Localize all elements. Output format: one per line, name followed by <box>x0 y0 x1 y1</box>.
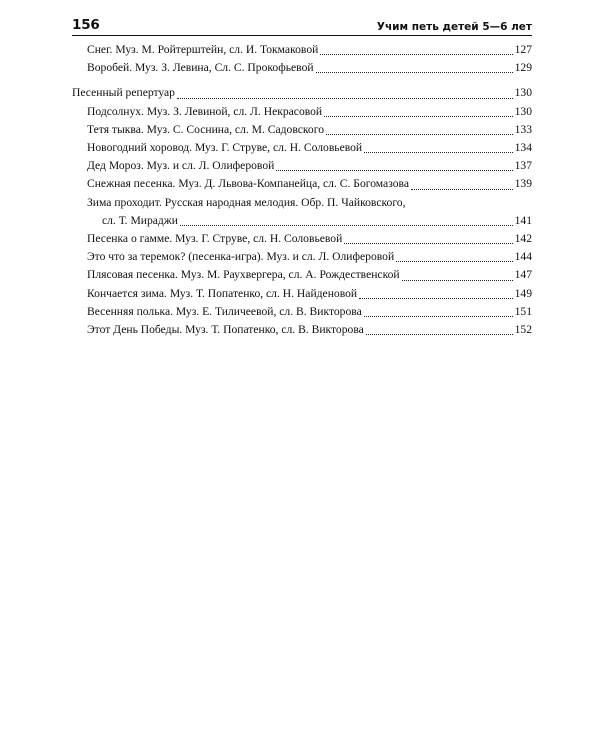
toc-page-number: 142 <box>514 232 532 246</box>
toc-page-number: 144 <box>514 250 532 264</box>
toc-entry <box>72 175 532 193</box>
toc-heading <box>72 84 532 102</box>
dot-leader <box>177 98 513 99</box>
toc-entry <box>72 41 532 59</box>
toc-page-number: 139 <box>514 177 532 191</box>
toc-entry <box>72 285 532 303</box>
toc-entry-title: Снежная песенка. Муз. Д. Львова-Компанейца, сл. С. Богомазова <box>87 177 409 191</box>
dot-leader <box>320 54 513 55</box>
toc-heading-title: Песенный репертуар <box>72 86 175 100</box>
dot-leader <box>364 152 513 153</box>
toc-page-number: 130 <box>514 104 532 118</box>
toc-entry <box>72 59 532 77</box>
page-number: 156 <box>72 17 100 33</box>
toc-entry <box>72 121 532 139</box>
toc-entry <box>72 230 532 248</box>
toc-page-number: 141 <box>514 213 532 227</box>
dot-leader <box>364 316 513 317</box>
dot-leader <box>326 134 513 135</box>
toc-entry <box>72 248 532 266</box>
toc-page-number: 133 <box>514 122 532 136</box>
toc-entry-title: Плясовая песенка. Муз. М. Раухвергера, сл. А. Рождественской <box>87 268 400 282</box>
toc-entry-title: Песенка о гамме. Муз. Г. Струве, сл. Н. Соловьевой <box>87 232 343 246</box>
toc-entry <box>72 303 532 321</box>
header-rule <box>72 35 532 36</box>
toc-entry-title: Весенняя полька. Муз. Е. Тиличеевой, сл. В. Викторова <box>87 304 362 318</box>
toc-entry-title: Зима проходит. Русская народная мелодия. Обр. П. Чайковского, <box>87 195 406 209</box>
toc-entry-continuation-title: сл. Т. Мираджи <box>102 213 179 227</box>
dot-leader <box>344 243 513 244</box>
toc-entry <box>72 194 532 212</box>
dot-leader <box>180 225 513 226</box>
toc-entry-title: Снег. Муз. М. Ройтерштейн, сл. И. Токмаковой <box>87 43 319 56</box>
toc-entry <box>72 321 532 339</box>
toc-page-number: 149 <box>514 286 532 300</box>
page-header <box>72 13 532 33</box>
dot-leader <box>402 280 513 281</box>
toc-entry-title: Кончается зима. Муз. Т. Попатенко, сл. Н. Найденовой <box>87 286 358 300</box>
toc-section <box>72 84 532 339</box>
toc-page-number: 134 <box>514 141 532 155</box>
toc-entry-continuation <box>72 212 532 230</box>
dot-leader <box>366 334 513 335</box>
toc-entry <box>72 157 532 175</box>
toc-entry-title: Подсолнух. Муз. З. Левиной, сл. Л. Некрасовой <box>87 104 323 118</box>
toc-page-number: 130 <box>514 86 532 100</box>
dot-leader <box>359 298 513 299</box>
toc-page-number: 137 <box>514 159 532 173</box>
toc-page-number: 147 <box>514 268 532 282</box>
toc-entry <box>72 266 532 284</box>
toc-entry-title: Новогодний хоровод. Муз. Г. Струве, сл. Н. Соловьевой <box>87 141 363 155</box>
toc-page-number: 152 <box>514 323 532 337</box>
toc-entry-title: Этот День Победы. Муз. Т. Попатенко, сл. В. Викторова <box>87 323 364 337</box>
dot-leader <box>396 261 513 262</box>
toc-section <box>72 41 532 77</box>
dot-leader <box>276 170 513 171</box>
toc-entry <box>72 103 532 121</box>
running-title: Учим петь детей 5—6 лет <box>376 21 532 33</box>
toc-entry <box>72 139 532 157</box>
toc-entry-title: Дед Мороз. Муз. и сл. Л. Олиферовой <box>87 159 275 173</box>
toc-page-number: 151 <box>514 304 532 318</box>
toc-entry-title: Воробей. Муз. З. Левина, Сл. С. Прокофьевой <box>87 61 314 75</box>
toc-entry-title: Это что за теремок? (песенка-игра). Муз. и сл. Л. Олиферовой <box>87 250 395 264</box>
toc-page-number: 129 <box>514 61 532 75</box>
table-of-contents <box>72 41 532 339</box>
toc-page-number: 127 <box>514 43 532 56</box>
toc-entry-title: Тетя тыква. Муз. С. Соснина, сл. М. Садовского <box>87 122 324 136</box>
dot-leader <box>324 116 513 117</box>
dot-leader <box>316 72 513 73</box>
dot-leader <box>411 189 513 190</box>
